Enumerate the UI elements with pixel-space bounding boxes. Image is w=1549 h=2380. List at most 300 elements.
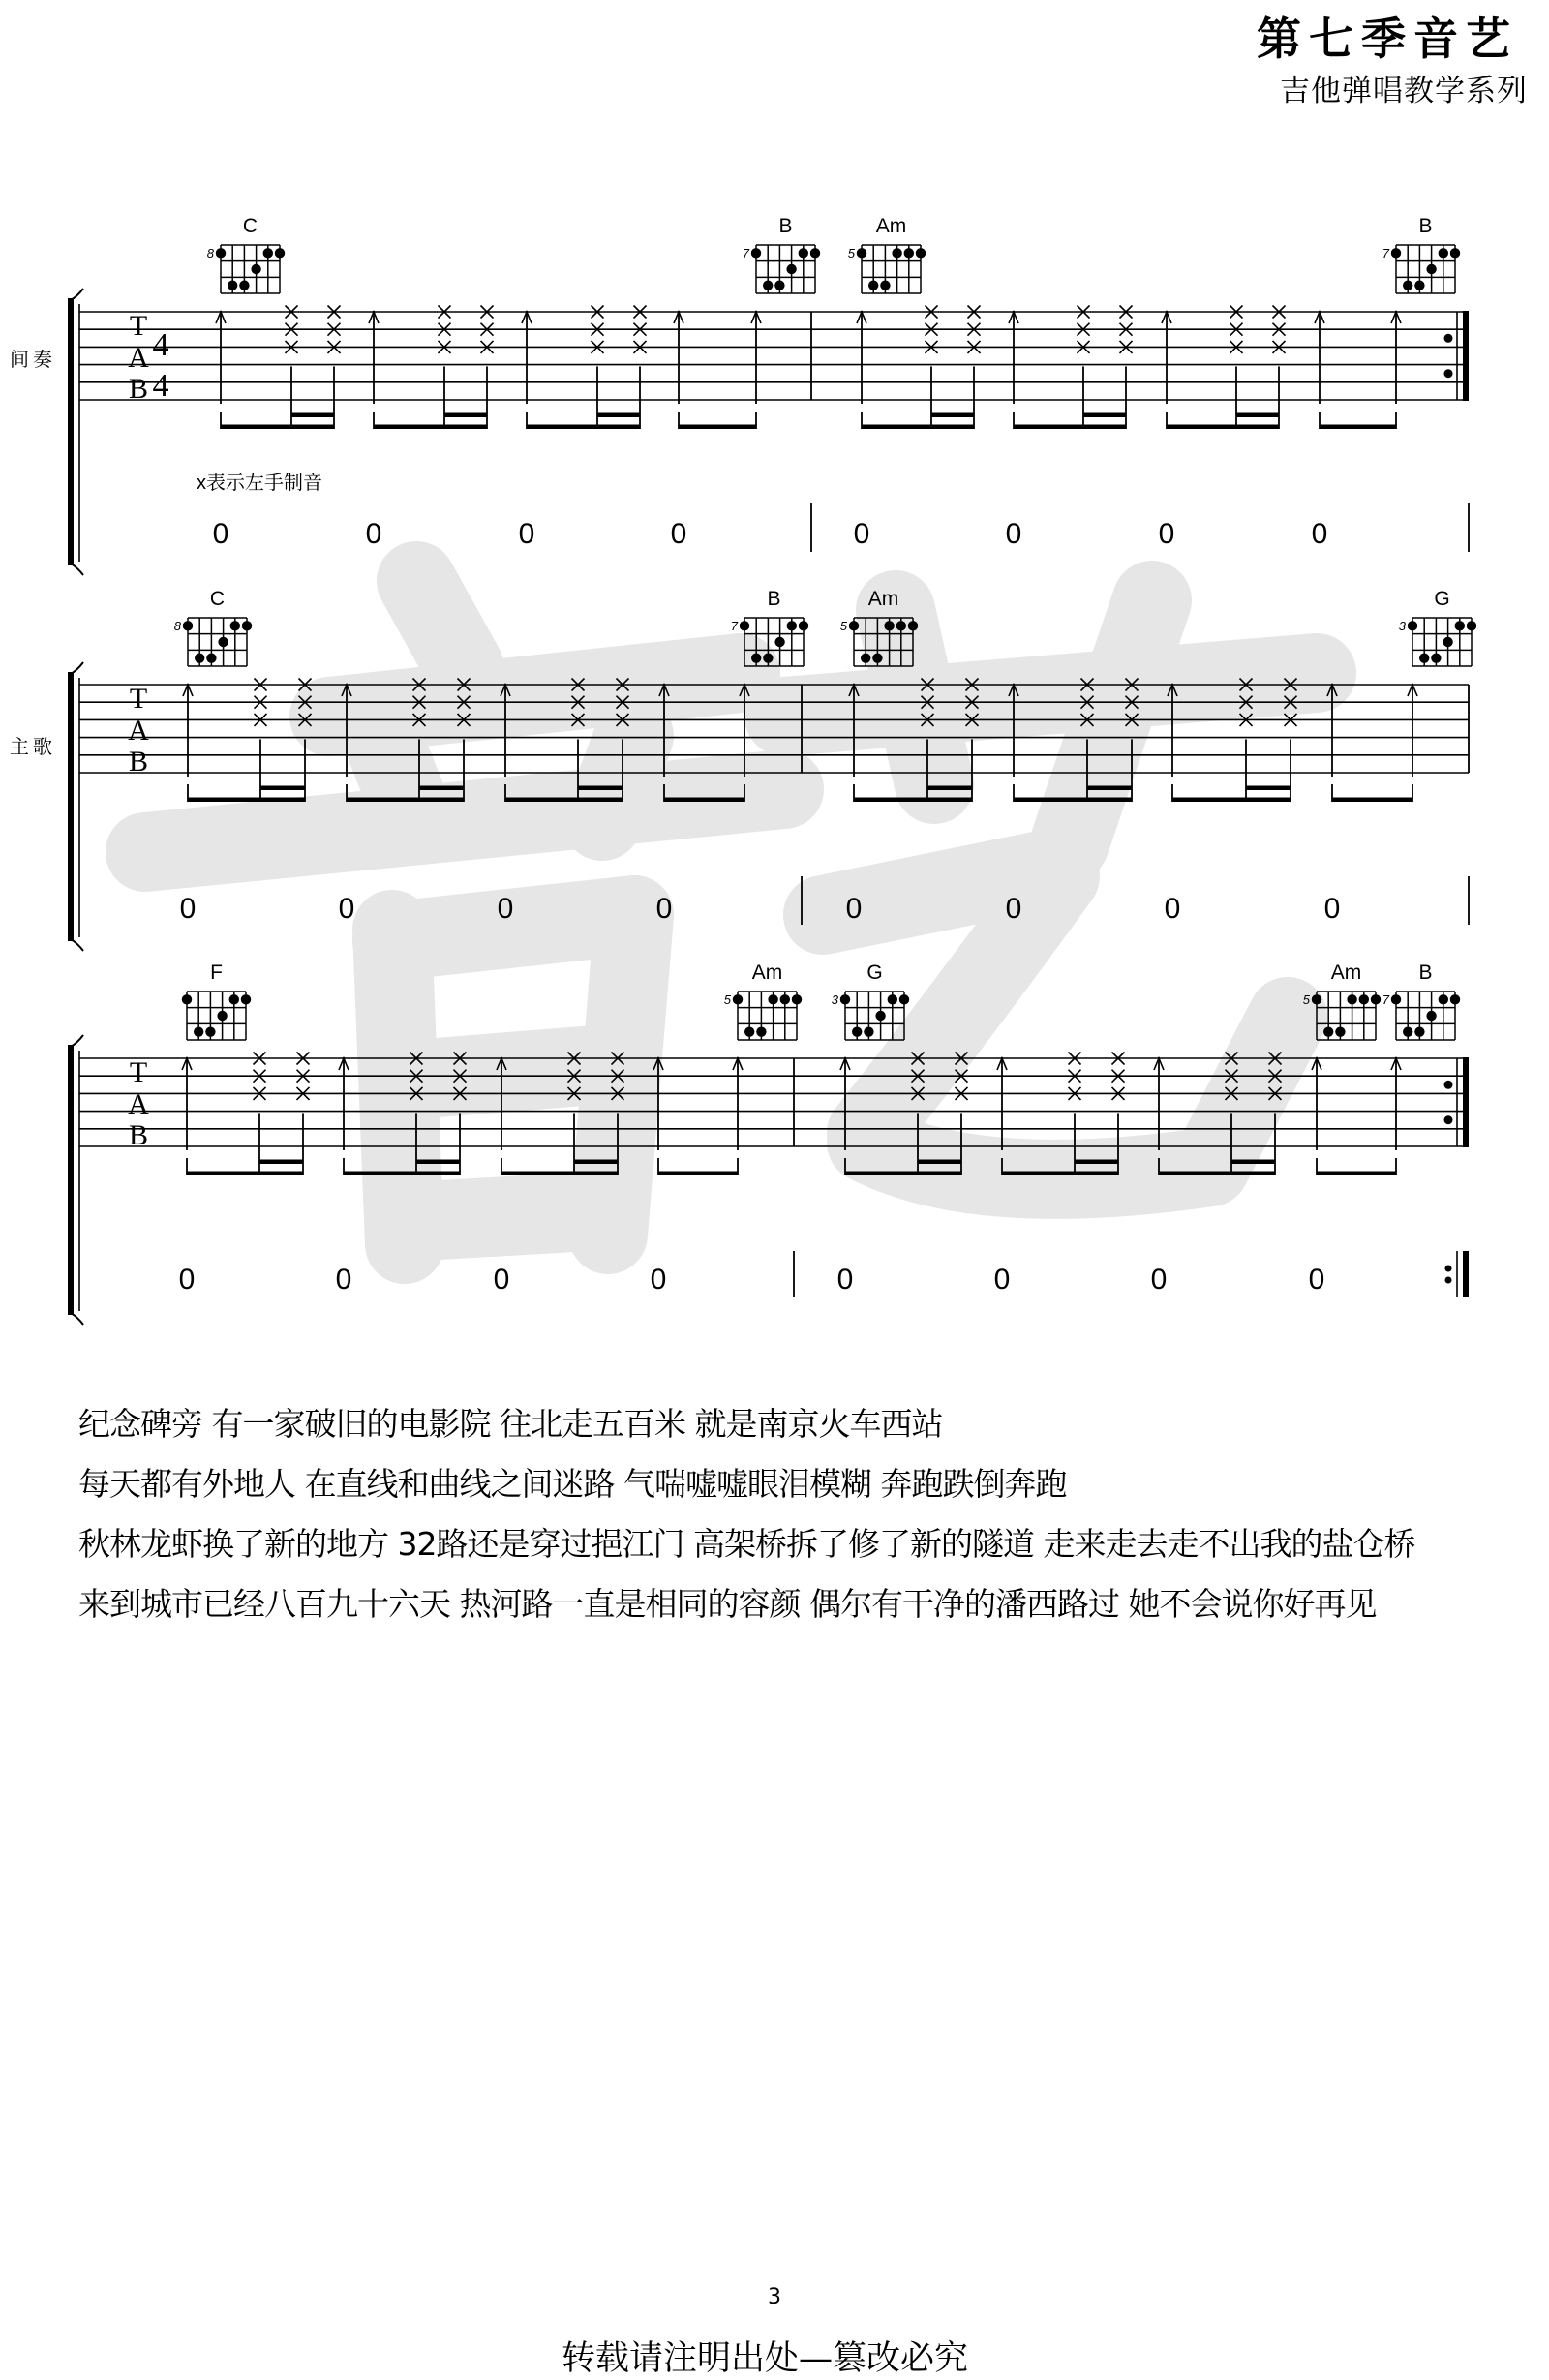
muted-chop-x-icon	[568, 1053, 581, 1176]
muted-chop-x-icon	[968, 306, 981, 430]
muted-chop-x-icon	[299, 679, 312, 803]
beam	[505, 798, 623, 803]
count-number: 0	[1158, 518, 1175, 550]
chord-diagram	[174, 588, 252, 666]
muted-chop-x-icon	[1226, 1053, 1238, 1176]
beat-group	[182, 1053, 310, 1176]
muted-chop-x-icon	[1230, 306, 1243, 430]
finger-dot	[1403, 1026, 1412, 1036]
tab-clef-letter: A	[128, 715, 149, 747]
chord-name: B	[778, 215, 793, 237]
strum-arrow-icon	[1162, 311, 1171, 429]
chord-fret-number: 5	[839, 619, 847, 633]
chord-diagram	[848, 215, 926, 293]
tab-clef-letter: A	[128, 1088, 149, 1120]
measure	[854, 306, 1401, 551]
count-number: 0	[1150, 1264, 1168, 1296]
strum-arrow-icon	[659, 684, 669, 802]
beat-group	[659, 684, 749, 802]
beat-group	[1009, 306, 1133, 430]
finger-dot	[1439, 994, 1448, 1004]
finger-dot	[206, 653, 216, 662]
time-signature-top: 4	[152, 327, 169, 363]
beam	[1236, 413, 1279, 418]
beam	[344, 1172, 460, 1176]
beat-group	[339, 1053, 467, 1176]
finger-dot	[241, 994, 251, 1004]
finger-dot	[251, 264, 260, 274]
finger-dot	[733, 994, 743, 1004]
section-label: 间奏	[10, 350, 56, 371]
finger-dot	[780, 994, 790, 1004]
count-number: 0	[1308, 1264, 1325, 1296]
strum-arrow-icon	[183, 684, 193, 802]
beam	[927, 786, 972, 791]
measure	[837, 1053, 1401, 1297]
finger-dot	[880, 280, 890, 290]
finger-dot	[916, 248, 926, 258]
finger-dot	[1467, 621, 1476, 630]
beat-group	[997, 1053, 1125, 1176]
muted-chop-x-icon	[439, 306, 451, 430]
beam	[1083, 413, 1126, 418]
muted-chop-x-icon	[410, 1053, 423, 1176]
beam	[931, 413, 974, 418]
beat-group	[497, 1053, 624, 1176]
strum-arrow-icon	[840, 1057, 850, 1175]
muted-chop-x-icon	[328, 306, 341, 430]
system-bracket	[68, 289, 83, 575]
chord-fret-number: 7	[730, 619, 738, 633]
beam	[374, 425, 487, 430]
muted-chop-x-icon	[458, 679, 471, 803]
chord-diagram	[743, 215, 820, 293]
finger-dot	[1419, 653, 1429, 662]
finger-dot	[904, 248, 914, 258]
finger-dot	[872, 653, 882, 662]
muted-chop-x-icon	[413, 679, 426, 803]
strum-arrow-icon	[1408, 684, 1417, 802]
finger-dot	[868, 280, 878, 290]
finger-dot	[1426, 1011, 1436, 1021]
finger-dot	[774, 280, 784, 290]
finger-dot	[217, 1011, 227, 1021]
strum-arrow-icon	[339, 1057, 349, 1175]
count-number: 0	[993, 1264, 1011, 1296]
muted-chop-x-icon	[1112, 1053, 1125, 1176]
finger-dot	[1414, 1026, 1424, 1036]
beat-group	[857, 306, 981, 430]
muted-chop-x-icon	[1240, 679, 1253, 803]
chord-name: F	[210, 961, 223, 984]
tab-clef-letter: B	[128, 1119, 149, 1151]
bracket-curl-top	[71, 289, 83, 300]
chord-diagram	[1399, 588, 1476, 666]
beam	[416, 1160, 460, 1165]
lyric-line: 来到城市已经八百九十六天 热河路一直是相同的容颜 偶尔有干净的潘西路过 她不会说你好再见	[78, 1585, 1377, 1623]
finger-dot	[182, 994, 192, 1004]
lyric-line: 每天都有外地人 在直线和曲线之间迷路 气喘嘘嘘眼泪模糊 奔跑跌倒奔跑	[78, 1465, 1067, 1503]
chord-name: Am	[875, 215, 907, 237]
finger-dot	[239, 280, 249, 290]
page-number: 3	[768, 2285, 781, 2309]
beat-group	[1162, 306, 1286, 430]
section-label: 主歌	[10, 737, 56, 758]
finger-dot	[792, 994, 802, 1004]
repeat-dot	[1445, 1277, 1452, 1284]
chord-name: G	[866, 961, 883, 984]
finger-dot	[228, 280, 237, 290]
beam	[1332, 798, 1412, 803]
count-number: 0	[650, 1264, 667, 1296]
chord-fret-number: 5	[1302, 992, 1310, 1007]
strum-arrow-icon	[857, 311, 866, 429]
tab-system	[68, 961, 1469, 1325]
muted-chop-x-icon	[1269, 1053, 1282, 1176]
chord-fret-number: 5	[847, 246, 855, 260]
tab-staff	[79, 683, 1469, 778]
finger-dot	[1323, 1026, 1333, 1036]
muted-chop-x-icon	[926, 306, 938, 430]
chord-fret-number: 7	[1382, 246, 1389, 260]
finger-dot	[861, 653, 870, 662]
chord-fret-number: 7	[742, 246, 749, 260]
finger-dot	[884, 621, 894, 630]
finger-dot	[768, 994, 777, 1004]
brand-subtitle: 吉他弹唱教学系列	[1280, 74, 1528, 108]
finger-dot	[218, 637, 228, 647]
chord-name: B	[1418, 215, 1433, 237]
beam	[597, 413, 640, 418]
beat-group	[1009, 679, 1139, 803]
finger-dot	[852, 1026, 862, 1036]
beat-group	[1312, 1057, 1401, 1175]
tab-staff	[79, 310, 1469, 405]
finger-dot	[1408, 621, 1417, 630]
count-number: 0	[338, 893, 355, 925]
finger-dot	[1450, 994, 1460, 1004]
chord-fret-number: 7	[1382, 992, 1389, 1007]
bracket-bar	[68, 1045, 74, 1315]
muted-chop-x-icon	[912, 1053, 925, 1176]
beam	[501, 1172, 618, 1176]
finger-dot	[744, 1026, 754, 1036]
bracket-curl-top	[71, 662, 83, 674]
count-number: 0	[335, 1264, 352, 1296]
bracket-curl-bottom	[71, 564, 83, 575]
count-number: 0	[497, 893, 514, 925]
beam	[419, 786, 464, 791]
finger-dot	[230, 621, 240, 630]
muted-chop-x-icon	[1120, 306, 1133, 430]
beam	[1320, 425, 1396, 430]
muted-chop-x-icon	[454, 1053, 467, 1176]
strum-arrow-icon	[522, 311, 532, 429]
strum-arrow-icon	[751, 311, 761, 429]
chord-name: Am	[1330, 961, 1362, 984]
count-number: 0	[365, 518, 382, 550]
tab-clef-letter: A	[128, 342, 149, 374]
bracket-bar	[68, 298, 74, 565]
finger-dot	[849, 621, 859, 630]
bracket-curl-top	[71, 1035, 83, 1047]
finger-dot	[751, 248, 761, 258]
finger-dot	[899, 994, 909, 1004]
count-number: 0	[670, 518, 687, 550]
beam	[918, 1160, 961, 1165]
finger-dot	[229, 994, 239, 1004]
beam	[527, 425, 640, 430]
beat-group	[369, 306, 494, 430]
count-number: 0	[1005, 518, 1022, 550]
system-bracket	[68, 662, 83, 951]
thick-bar	[1463, 1251, 1469, 1297]
strum-arrow-icon	[369, 311, 379, 429]
thick-bar	[1463, 311, 1469, 401]
strum-arrow-icon	[497, 1057, 506, 1175]
chord-diagram	[1382, 215, 1460, 293]
finger-dot	[216, 248, 226, 258]
chord-fret-number: 3	[1398, 619, 1406, 633]
chord-fret-number: 3	[831, 992, 838, 1007]
beat-group	[183, 679, 312, 803]
finger-dot	[799, 621, 808, 630]
strum-arrow-icon	[733, 1057, 743, 1175]
muted-chop-x-icon	[1285, 679, 1297, 803]
finger-dot	[1391, 248, 1401, 258]
strum-arrow-icon	[1391, 1057, 1401, 1175]
chord-fret-number: 8	[173, 619, 181, 633]
muted-chop-x-icon	[956, 1053, 968, 1176]
muted-chop-x-icon	[297, 1053, 310, 1176]
finger-dot	[1431, 653, 1441, 662]
tab-clef-letter: B	[128, 373, 149, 405]
strum-arrow-icon	[849, 684, 859, 802]
repeat-dot	[1445, 1266, 1452, 1272]
repeat-dot	[1444, 1081, 1453, 1089]
chord-fret-number: 8	[206, 246, 214, 260]
beam	[1231, 1160, 1275, 1165]
beam	[188, 798, 305, 803]
tab-system	[10, 588, 1476, 951]
chord-name: Am	[751, 961, 783, 984]
beat-group	[840, 1053, 968, 1176]
muted-chop-x-icon	[1081, 679, 1094, 803]
finger-dot	[1455, 621, 1465, 630]
chord-diagram	[182, 961, 251, 1040]
strum-arrow-icon	[1154, 1057, 1164, 1175]
strum-arrow-icon	[1009, 311, 1018, 429]
beam	[444, 413, 487, 418]
tab-clef-letter: T	[129, 310, 148, 342]
beat-group	[1154, 1053, 1282, 1176]
muted-chop-x-icon	[612, 1053, 624, 1176]
finger-dot	[786, 264, 796, 274]
strum-arrow-icon	[1009, 684, 1018, 802]
strum-arrow-icon	[1391, 311, 1401, 429]
mute-legend-note: x表示左手制音	[197, 473, 322, 494]
finger-dot	[774, 637, 784, 647]
chord-diagram	[724, 961, 802, 1040]
finger-dot	[1414, 280, 1424, 290]
finger-dot	[864, 1026, 873, 1036]
chord-diagram	[1303, 961, 1381, 1040]
lyric-line: 秋林龙虾换了新的地方 32路还是穿过挹江门 高架桥拆了修了新的隧道 走来走去走不出我的盐仓桥	[78, 1525, 1415, 1563]
finger-dot	[875, 1011, 885, 1021]
count-number: 0	[1164, 893, 1181, 925]
finger-dot	[740, 621, 749, 630]
beam	[291, 413, 334, 418]
beam	[187, 1172, 303, 1176]
finger-dot	[1443, 637, 1452, 647]
beam	[1172, 798, 1291, 803]
finger-dot	[194, 1026, 203, 1036]
beat-group	[849, 679, 979, 803]
count-number: 0	[493, 1264, 510, 1296]
beam	[574, 1160, 618, 1165]
count-number: 0	[1005, 893, 1022, 925]
beam	[1002, 1172, 1118, 1176]
muted-chop-x-icon	[286, 306, 298, 430]
muted-chop-x-icon	[572, 679, 585, 803]
bracket-curl-bottom	[71, 939, 83, 951]
beat-group	[501, 679, 629, 803]
beam	[259, 1160, 303, 1165]
muted-chop-x-icon	[1273, 306, 1286, 430]
muted-chop-x-icon	[617, 679, 629, 803]
count-number: 0	[212, 518, 229, 550]
beam	[221, 425, 334, 430]
finger-dot	[787, 621, 797, 630]
finger-dot	[1335, 1026, 1345, 1036]
muted-chop-x-icon	[634, 306, 647, 430]
strum-arrow-icon	[740, 684, 749, 802]
muted-chop-x-icon	[254, 1053, 266, 1176]
beam	[1087, 786, 1132, 791]
count-number: 0	[179, 893, 197, 925]
finger-dot	[195, 653, 204, 662]
beam	[1014, 425, 1126, 430]
repeat-dot	[1444, 334, 1453, 343]
finger-dot	[799, 248, 808, 258]
chord-name: G	[1434, 588, 1450, 610]
repeat-end-sign	[1444, 311, 1470, 401]
finger-dot	[840, 994, 850, 1004]
repeat-end-sign	[1444, 1057, 1470, 1147]
beam	[347, 798, 464, 803]
finger-dot	[1426, 264, 1436, 274]
finger-dot	[751, 653, 761, 662]
measure	[846, 679, 1417, 926]
beam	[1014, 798, 1132, 803]
strum-arrow-icon	[1312, 1057, 1321, 1175]
strum-arrow-icon	[1327, 684, 1337, 802]
finger-dot	[892, 248, 901, 258]
chord-fret-number: 5	[723, 992, 731, 1007]
muted-chop-x-icon	[1126, 679, 1139, 803]
count-number: 0	[1311, 518, 1328, 550]
strum-arrow-icon	[997, 1057, 1007, 1175]
time-signature-bottom: 4	[152, 368, 169, 404]
beat-group	[1315, 311, 1401, 429]
muted-chop-x-icon	[922, 679, 934, 803]
count-number: 0	[1323, 893, 1341, 925]
strum-arrow-icon	[1315, 311, 1324, 429]
muted-chop-x-icon	[592, 306, 604, 430]
strum-arrow-icon	[501, 684, 510, 802]
lyrics-block	[78, 1394, 1414, 1634]
count-number: 0	[518, 518, 535, 550]
measure	[213, 306, 761, 551]
strum-arrow-icon	[182, 1057, 192, 1175]
finger-dot	[857, 248, 866, 258]
chord-name: B	[1418, 961, 1433, 984]
strum-arrow-icon	[653, 1057, 663, 1175]
chord-diagram	[207, 215, 285, 293]
thick-bar	[1463, 1057, 1469, 1147]
finger-dot	[1450, 248, 1460, 258]
tab-system	[10, 215, 1469, 575]
muted-chop-x-icon	[966, 679, 979, 803]
finger-dot	[810, 248, 820, 258]
beam	[1246, 786, 1291, 791]
chord-diagram	[832, 961, 909, 1040]
finger-dot	[183, 621, 193, 630]
finger-dot	[756, 1026, 766, 1036]
finger-dot	[896, 621, 906, 630]
chord-name: Am	[867, 588, 899, 610]
count-number: 0	[836, 1264, 854, 1296]
chord-name: C	[209, 588, 226, 610]
strum-arrow-icon	[674, 311, 683, 429]
brand-title: 第七季音艺	[1257, 13, 1518, 65]
finger-dot	[1371, 994, 1381, 1004]
strum-arrow-icon	[216, 311, 226, 429]
finger-dot	[242, 621, 252, 630]
chord-name: C	[242, 215, 258, 237]
bracket-bar	[68, 672, 74, 941]
finger-dot	[1403, 280, 1412, 290]
finger-dot	[1347, 994, 1356, 1004]
beam	[260, 786, 305, 791]
measure	[180, 679, 749, 926]
system-bracket	[68, 1035, 83, 1325]
muted-chop-x-icon	[1069, 1053, 1081, 1176]
chord-diagram	[1382, 961, 1460, 1040]
finger-dot	[205, 1026, 215, 1036]
tab-clef-letter: T	[129, 683, 148, 715]
finger-dot	[1359, 994, 1369, 1004]
beat-group	[1327, 684, 1417, 802]
lyric-line: 纪念碑旁 有一家破旧的电影院 往北走五百米 就是南京火车西站	[78, 1405, 943, 1443]
copyright-notice: 转载请注明出处—篡改必究	[561, 2339, 968, 2378]
beam	[862, 425, 974, 430]
finger-dot	[888, 994, 897, 1004]
muted-chop-x-icon	[481, 306, 494, 430]
beam	[658, 1172, 738, 1176]
repeat-dot	[1444, 369, 1453, 378]
beam	[664, 798, 744, 803]
tab-staff	[79, 1056, 1469, 1151]
chord-name: B	[767, 588, 781, 610]
beam	[845, 1172, 961, 1176]
beat-group	[674, 311, 761, 429]
tab-clef-letter: B	[128, 746, 149, 778]
bracket-curl-bottom	[71, 1313, 83, 1325]
muted-chop-x-icon	[1078, 306, 1090, 430]
beat-group	[1168, 679, 1297, 803]
count-number: 0	[853, 518, 870, 550]
